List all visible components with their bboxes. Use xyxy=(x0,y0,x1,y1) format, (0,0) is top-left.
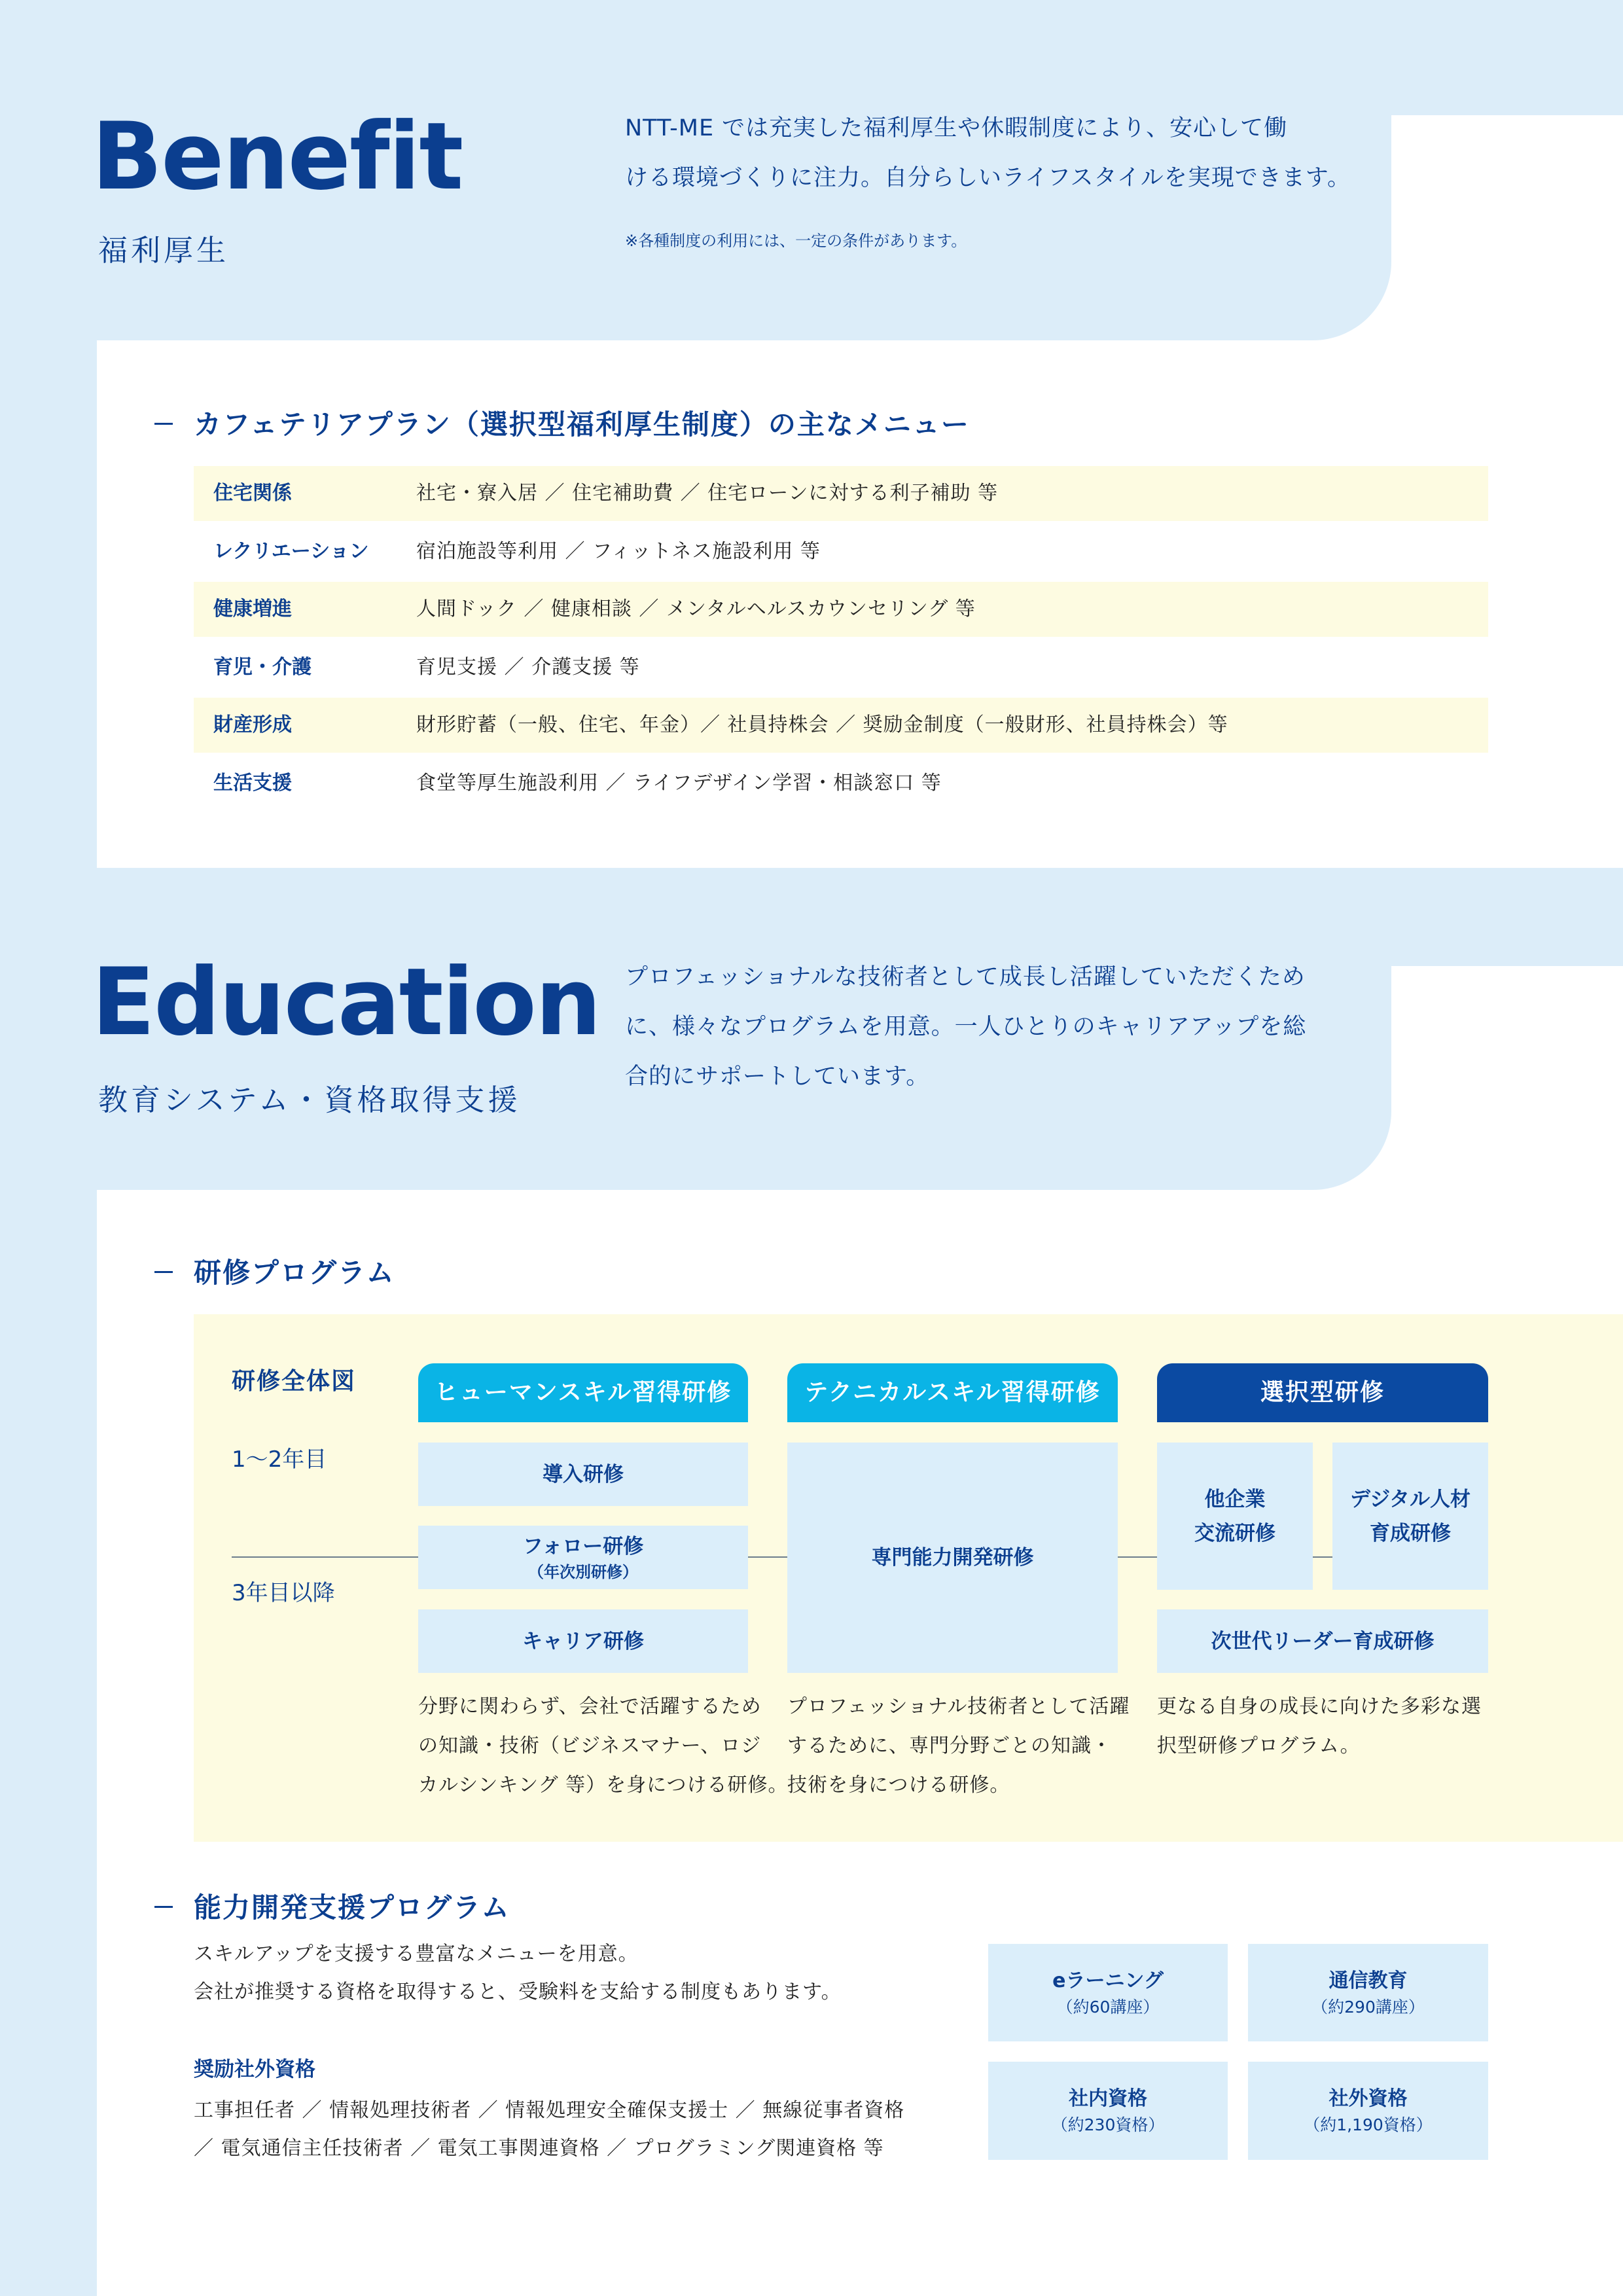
box-label: フォロー研修 xyxy=(522,1534,644,1558)
box-label: 育成研修 xyxy=(1370,1521,1451,1545)
box-label: 他企業 xyxy=(1204,1487,1266,1511)
education-intro-line-2: に、様々なプログラムを用意。一人ひとりのキャリアアップを総 xyxy=(625,1014,1307,1040)
connector-line xyxy=(748,1556,787,1558)
menu-row-life-support xyxy=(194,756,1488,811)
e-learning-box xyxy=(988,1944,1228,2041)
benefit-note: ※各種制度の利用には、一定の条件があります。 xyxy=(625,232,967,250)
box-sub: （約290講座） xyxy=(1311,1997,1425,2017)
year-label-1-2: 1〜2年目 xyxy=(232,1446,327,1473)
correspondence-course-box xyxy=(1248,1944,1488,2041)
connector-line xyxy=(1118,1556,1157,1558)
benefit-intro-line-1: NTT-ME では充実した福利厚生や休暇制度により、安心して働 xyxy=(625,115,1288,141)
menu-label: 住宅関係 xyxy=(213,482,292,505)
col3-desc-line-1: 更なる自身の成長に向けた多彩な選 xyxy=(1157,1695,1482,1718)
benefit-subtitle: 福利厚生 xyxy=(98,233,230,268)
section-dash xyxy=(154,423,173,425)
human-skill-training-header: ヒューマンスキル習得研修 xyxy=(418,1363,748,1422)
menu-row-housing xyxy=(194,466,1488,521)
box-title: 通信教育 xyxy=(1329,1969,1408,1992)
support-line-2: 会社が推奨する資格を取得すると、受験料を支給する制度もあります。 xyxy=(194,1981,842,2003)
box-sub: （約230資格） xyxy=(1051,2115,1165,2134)
menu-text: 宿泊施設等利用 ／ フィットネス施設利用 等 xyxy=(416,540,821,563)
support-line-1: スキルアップを支援する豊富なメニューを用意。 xyxy=(194,1943,639,1965)
box-label: 交流研修 xyxy=(1194,1521,1275,1545)
education-intro-line-3: 合的にサポートしています。 xyxy=(625,1064,930,1090)
menu-label: 育児・介護 xyxy=(213,656,312,679)
menu-text: 財形貯蓄（一般、住宅、年金）／ 社員持株会 ／ 奨励金制度（一般財形、社員持株会）等 xyxy=(416,713,1228,736)
specialized-training-box xyxy=(787,1443,1118,1673)
menu-text: 育児支援 ／ 介護支援 等 xyxy=(416,656,640,679)
col2-desc-line-1: プロフェッショナル技術者として活躍 xyxy=(787,1695,1130,1718)
connector-line xyxy=(232,1556,418,1558)
certification-line-2: ／ 電気通信主任技術者 ／ 電気工事関連資格 ／ プログラミング関連資格 等 xyxy=(194,2137,884,2160)
section-dash xyxy=(154,1906,173,1908)
col2-desc-line-3: 技術を身につける研修。 xyxy=(787,1774,1010,1797)
education-subtitle: 教育システム・資格取得支援 xyxy=(98,1083,521,1117)
section-dash xyxy=(154,1271,173,1273)
menu-row-assets xyxy=(194,698,1488,753)
box-label: 専門能力開発研修 xyxy=(871,1546,1034,1570)
career-training-box xyxy=(418,1609,748,1673)
box-title: 社外資格 xyxy=(1329,2087,1408,2110)
menu-label: レクリエーション xyxy=(213,540,369,563)
menu-text: 社宅・寮入居 ／ 住宅補助費 ／ 住宅ローンに対する利子補助 等 xyxy=(416,482,999,505)
menu-label: 生活支援 xyxy=(213,772,292,795)
box-label: 導入研修 xyxy=(543,1462,624,1486)
benefit-title: Benefit xyxy=(92,103,463,211)
training-program-title: 研修プログラム xyxy=(194,1257,395,1289)
diagram-title: 研修全体図 xyxy=(232,1368,357,1395)
elective-training-header: 選択型研修 xyxy=(1157,1363,1488,1422)
connector-line xyxy=(1313,1556,1332,1558)
external-certification-box xyxy=(1248,2062,1488,2160)
menu-text: 食堂等厚生施設利用 ／ ライフデザイン学習・相談窓口 等 xyxy=(416,772,942,795)
box-sub: （約60講座） xyxy=(1056,1997,1160,2017)
box-title: 社内資格 xyxy=(1069,2087,1147,2110)
box-label: デジタル人材 xyxy=(1349,1487,1471,1511)
follow-up-training-box xyxy=(418,1526,748,1589)
box-label: キャリア研修 xyxy=(522,1629,644,1653)
next-gen-leader-training-box xyxy=(1157,1609,1488,1673)
certification-title: 奨励社外資格 xyxy=(194,2058,315,2081)
cafeteria-plan-title: カフェテリアプラン（選択型福利厚生制度）の主なメニュー xyxy=(194,408,970,440)
menu-row-childcare xyxy=(194,640,1488,695)
col1-desc-line-3: カルシンキング 等）を身につける研修。 xyxy=(418,1774,789,1797)
internal-certification-box xyxy=(988,2062,1228,2160)
menu-row-health xyxy=(194,582,1488,637)
menu-row-recreation xyxy=(194,524,1488,579)
benefit-intro-line-2: ける環境づくりに注力。自分らしいライフスタイルを実現できます。 xyxy=(625,165,1351,191)
col2-desc-line-2: するために、専門分野ごとの知識・ xyxy=(787,1734,1112,1757)
col1-desc-line-1: 分野に関わらず、会社で活躍するため xyxy=(418,1695,762,1718)
digital-talent-training-box xyxy=(1332,1443,1488,1590)
technical-skill-training-header: テクニカルスキル習得研修 xyxy=(787,1363,1118,1422)
certification-line-1: 工事担任者 ／ 情報処理技術者 ／ 情報処理安全確保支援士 ／ 無線従事者資格 xyxy=(194,2099,905,2122)
menu-label: 財産形成 xyxy=(213,713,292,736)
cross-company-training-box xyxy=(1157,1443,1313,1590)
menu-label: 健康増進 xyxy=(213,598,292,620)
support-program-title: 能力開発支援プログラム xyxy=(194,1892,510,1924)
box-sub: （約1,190資格） xyxy=(1304,2115,1433,2134)
box-title: eラーニング xyxy=(1052,1969,1164,1992)
col1-desc-line-2: の知識・技術（ビジネスマナー、ロジ xyxy=(418,1734,762,1757)
col3-desc-line-2: 択型研修プログラム。 xyxy=(1157,1734,1361,1757)
menu-text: 人間ドック ／ 健康相談 ／ メンタルヘルスカウンセリング 等 xyxy=(416,598,976,620)
box-label: 次世代リーダー育成研修 xyxy=(1211,1629,1435,1653)
year-label-3-plus: 3年目以降 xyxy=(232,1580,335,1606)
education-intro-line-1: プロフェッショナルな技術者として成長し活躍していただくため xyxy=(625,964,1306,990)
education-title: Education xyxy=(92,948,600,1056)
box-sublabel: （年次別研修） xyxy=(528,1562,638,1581)
induction-training-box xyxy=(418,1443,748,1506)
